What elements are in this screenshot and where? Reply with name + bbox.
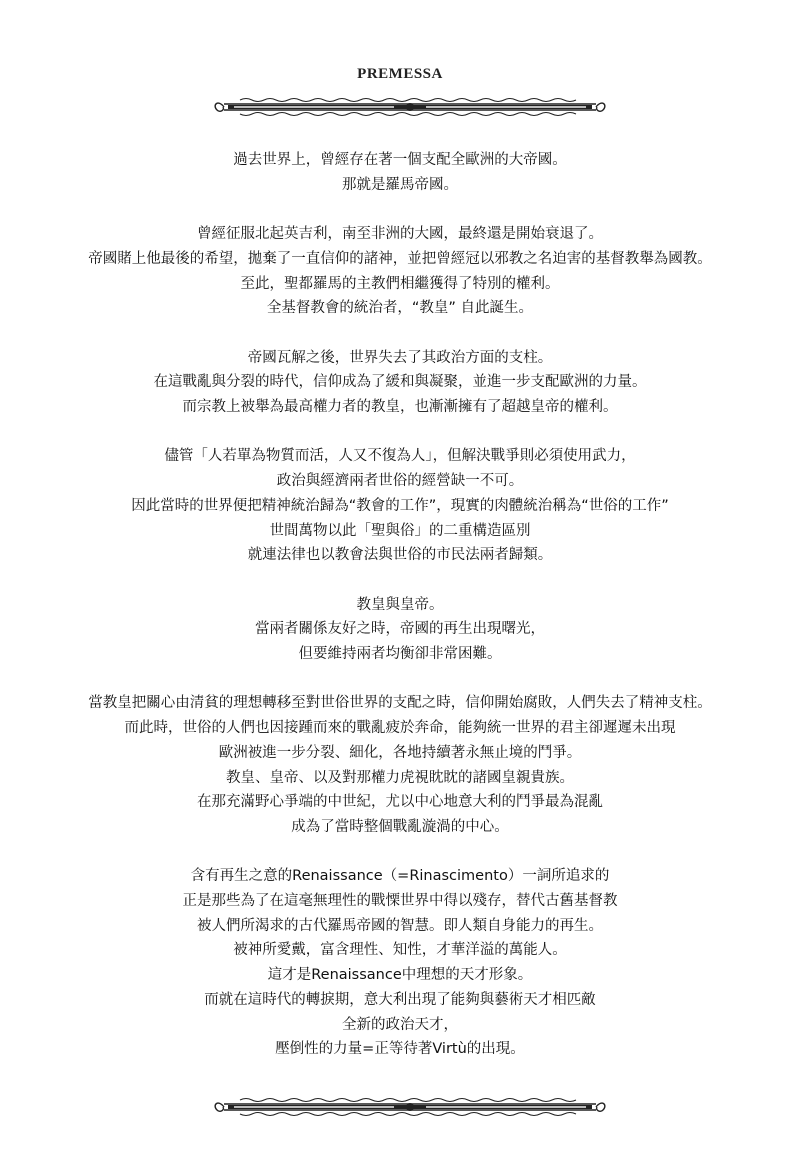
text-line: 歐洲被進一步分裂、細化，各地持續著永無止境的鬥爭。	[218, 744, 582, 761]
text-line: 帝國瓦解之後，世界失去了其政治方面的支柱。	[247, 349, 553, 366]
bottom-ornament-divider	[210, 1096, 610, 1118]
paragraph	[20, 691, 780, 839]
text-line: 而就在這時代的轉捩期，意大利出現了能夠與藝術天才相匹敵	[204, 991, 596, 1008]
text-line: 儘管「人若單為物質而活，人又不復為人」，但解決戰爭則必須使用武力，	[164, 448, 636, 465]
text-line: 而宗教上被舉為最高權力者的教皇，也漸漸擁有了超越皇帝的權利。	[182, 399, 618, 415]
text-line: 那就是羅馬帝國。	[342, 176, 458, 193]
text-line: 過去世界上，曾經存在著一個支配全歐洲的大帝國。	[233, 152, 567, 168]
paragraph	[20, 864, 780, 1062]
text-line: 全新的政治天才，	[342, 1016, 458, 1033]
text-line: 政治與經濟兩者世俗的經營缺一不可。	[276, 473, 524, 490]
paragraph	[20, 222, 780, 321]
paragraph	[20, 148, 780, 197]
text-line: 被人們所渴求的古代羅馬帝國的智慧。即人類自身能力的再生。	[197, 917, 603, 934]
text-line: 被神所愛戴，富含理性、知性，才華洋溢的萬能人。	[233, 942, 567, 959]
text-line: 正是那些為了在這毫無理性的戰慄世界中得以殘存，替代古舊基督教	[182, 893, 618, 909]
paragraph	[20, 346, 780, 420]
text-line: 教皇、皇帝、以及對那權力虎視眈眈的諸國皇親貴族。	[226, 769, 574, 786]
text-line: 成為了當時整個戰亂漩渦的中心。	[291, 818, 509, 835]
text-line: 這才是Renaissance中理想的天才形象。	[267, 967, 533, 984]
text-line: 在那充滿野心爭端的中世紀，尤以中心地意大利的鬥爭最為混亂	[197, 794, 603, 811]
paragraph	[20, 593, 780, 667]
text-line: 在這戰亂與分裂的時代，信仰成為了緩和與凝聚，並進一步支配歐洲的力量。	[153, 374, 647, 391]
text-line: 曾經征服北起英吉利，南至非洲的大國，最終還是開始衰退了。	[197, 226, 603, 243]
paragraph	[20, 444, 780, 568]
text-line: 當兩者關係友好之時，帝國的再生出現曙光，	[255, 621, 545, 638]
text-line: 帝國賭上他最後的希望，拋棄了一直信仰的諸神，並把曾經冠以邪教之名迫害的基督教舉為國教。	[88, 250, 712, 267]
text-line: 因此當時的世界便把精神統治歸為“教會的工作”，現實的肉體統治稱為“世俗的工作”	[131, 497, 669, 514]
top-ornament-divider	[210, 96, 610, 118]
premessa-body	[20, 148, 780, 1087]
text-line: 含有再生之意的Renaissance（=Rinascimento）一詞所追求的	[190, 868, 610, 885]
text-line: 至此，聖都羅馬的主教們相繼獲得了特別的權利。	[240, 275, 560, 292]
text-line: 壓倒性的力量=正等待著Virtù的出現。	[275, 1041, 525, 1058]
text-line: 但要維持兩者均衡卻非常困難。	[298, 646, 502, 662]
text-line: 世間萬物以此「聖與俗」的二重構造區別	[269, 522, 531, 539]
text-line: 就連法律也以教會法與世俗的市民法兩者歸類。	[247, 547, 553, 564]
text-line: 而此時，世俗的人們也因接踵而來的戰亂疲於奔命，能夠統一世界的君主卻遲遲未出現	[124, 720, 676, 737]
text-line: 當教皇把關心由清貧的理想轉移至對世俗世界的支配之時，信仰開始腐敗，人們失去了精神支柱。	[88, 695, 712, 712]
text-line: 教皇與皇帝。	[356, 596, 444, 613]
page-title: PREMESSA	[357, 66, 443, 82]
text-line: 全基督教會的統治者，“教皇” 自此誕生。	[266, 300, 534, 317]
